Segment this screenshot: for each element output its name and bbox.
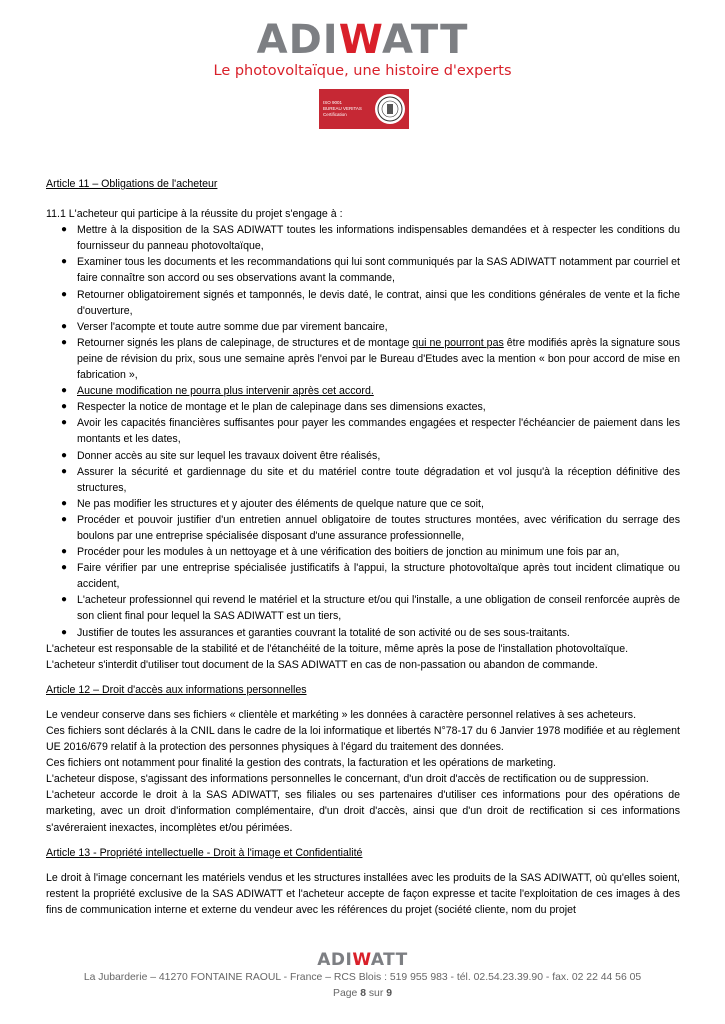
list-item: ● Faire vérifier par une entreprise spécialisée justificatifs à l'appui, la structure photovoltaïque après tout incident climatique ou accident, [61, 562, 680, 591]
list-item: ● Donner accès au site sur lequel les travaux doivent être réalisés, [61, 449, 381, 462]
article-12-title: Article 12 – Droit d'accès aux informations personnelles [46, 683, 307, 696]
list-item: ● Assurer la sécurité et gardiennage du site et du matériel contre toute dégradation et vol jusqu'à la réception définitive des structures, [61, 465, 680, 494]
article-12-paragraph: Ces fichiers ont notamment pour finalité la gestion des contrats, la facturation et les opérations de marketing. [46, 757, 556, 770]
list-item: ● Avoir les capacités financières suffisantes pour payer les commandes engagées et respecter l'échéancier de paiement dans les montants et les dates, [61, 417, 680, 446]
certification-text: ISO 9001 BUREAU VERITAS Certification [323, 100, 362, 117]
list-item: ● Aucune modification ne pourra plus intervenir après cet accord. [61, 385, 374, 398]
list-item: ● Examiner tous les documents et les recommandations qui lui sont communiqués par la SAS ADIWATT notamment par courriel et faire connaître son accord ou ses observations avant la commande, [61, 256, 680, 285]
article-11-closing: L'acheteur est responsable de la stabilité et de l'étanchéité de la toiture, même après la pose de l'installation photovoltaïque. [46, 642, 629, 655]
article-12-paragraph: Ces fichiers sont déclarés à la CNIL dans le cadre de la loi informatique et libertés N°78-17 du 6 Janvier 1978 modifiée et au règlement UE 2016/679 relatif à la protection des personnes physiques à l'égard du traitement des données. [46, 725, 680, 754]
company-tagline: Le photovoltaïque, une histoire d'experts [213, 63, 512, 79]
footer-address: La Jubarderie – 41270 FONTAINE RAOUL - France – RCS Blois : 519 955 983 - tél. 02.54.23.39.90 - fax. 02 22 44 56 05 [83, 972, 642, 983]
list-item: ● Procéder pour les modules à un nettoyage et à une vérification des boitiers de jonction au minimum une fois par an, [61, 546, 620, 559]
list-item: ● Respecter la notice de montage et le plan de calepinage dans ses dimensions exactes, [61, 401, 486, 414]
list-item: ● Procéder et pouvoir justifier d'un entretien annuel obligatoire de toutes structures montées, avec vérification du serrage des boulons par une entreprise spécialisée disposant d'une assurance professionnelle, [61, 513, 680, 542]
page-number: Page 8 sur 9 [333, 988, 392, 999]
article-11-title: Article 11 – Obligations de l'acheteur [46, 178, 218, 190]
list-item: ● Verser l'acompte et toute autre somme due par virement bancaire, [61, 320, 388, 333]
article-12-paragraph: Le vendeur conserve dans ses fichiers « clientèle et markéting » les données à caractère personnel relatives à ses acheteurs. [46, 708, 637, 721]
article-11-closing: L'acheteur s'interdit d'utiliser tout document de la SAS ADIWATT en cas de non-passation ou abandon de commande. [46, 658, 598, 671]
company-logo: ADIWATT [256, 17, 469, 63]
certification-badge [319, 89, 409, 129]
list-item: ● Retourner obligatoirement signés et tamponnés, le devis daté, le contrat, ainsi que les conditions générales de vente et la fiche d'ouverture, [61, 288, 680, 317]
document-body [46, 176, 680, 918]
article-11-intro: 11.1 L'acheteur qui participe à la réussite du projet s'engage à : [46, 208, 343, 221]
obligations-list [46, 222, 680, 640]
article-13-title: Article 13 - Propriété intellectuelle - Droit à l'image et Confidentialité [46, 846, 363, 859]
logo-w-letter: W [338, 17, 383, 63]
list-item: ● Mettre à la disposition de la SAS ADIWATT toutes les informations indispensables demandées et à respecter les conditions du fournisseur du panneau photovoltaïque, [61, 224, 680, 253]
article-13-paragraph: Le droit à l'image concernant les matériels vendus et les structures installées avec les produits de la SAS ADIWATT, où qu'elles soient, restent la propriété exclusive de la SAS ADIWATT et l'acheteur accepte de façon expresse et tacite l'exploitation de ces images à des fins de communication interne et externe du vendeur avec les références du projet (société cliente, nom du projet [46, 871, 680, 916]
list-item: ● Ne pas modifier les structures et y ajouter des éléments de quelque nature que ce soit, [61, 497, 484, 510]
bureau-veritas-seal-icon [375, 94, 405, 124]
list-item: ● Justifier de toutes les assurances et garanties couvrant la totalité de son activité ou de ses sous-traitants. [61, 626, 570, 639]
list-item: ● L'acheteur professionnel qui revend le matériel et la structure et/ou qui l'installe, a une obligation de conseil renforcée auprès de son client final pour lequel la SAS ADIWATT est un tiers, [61, 594, 680, 623]
footer-logo: ADIWATT [317, 950, 408, 970]
article-12-paragraph: L'acheteur dispose, s'agissant des informations personnelles le concernant, d'un droit d'accès de rectification ou de suppression. [46, 773, 649, 786]
list-item: ● Retourner signés les plans de calepinage, de structures et de montage qui ne pourront pas être modifiés après la signature sous peine de révision du prix, sous une semaine après l'envoi par le Bureau d'Etudes avec la mention « bon pour accord de mise en fabrication », [61, 336, 680, 382]
article-12-paragraph: L'acheteur accorde le droit à la SAS ADIWATT, ses filiales ou ses partenaires d'utiliser ces informations pour des opérations de marketing, avec un droit d'information complémentaire, d'un droit d'accès, ainsi que d'un droit de rectification si ces informations s'avéreraient inexactes, incomplètes et/ou périmées. [46, 789, 680, 834]
